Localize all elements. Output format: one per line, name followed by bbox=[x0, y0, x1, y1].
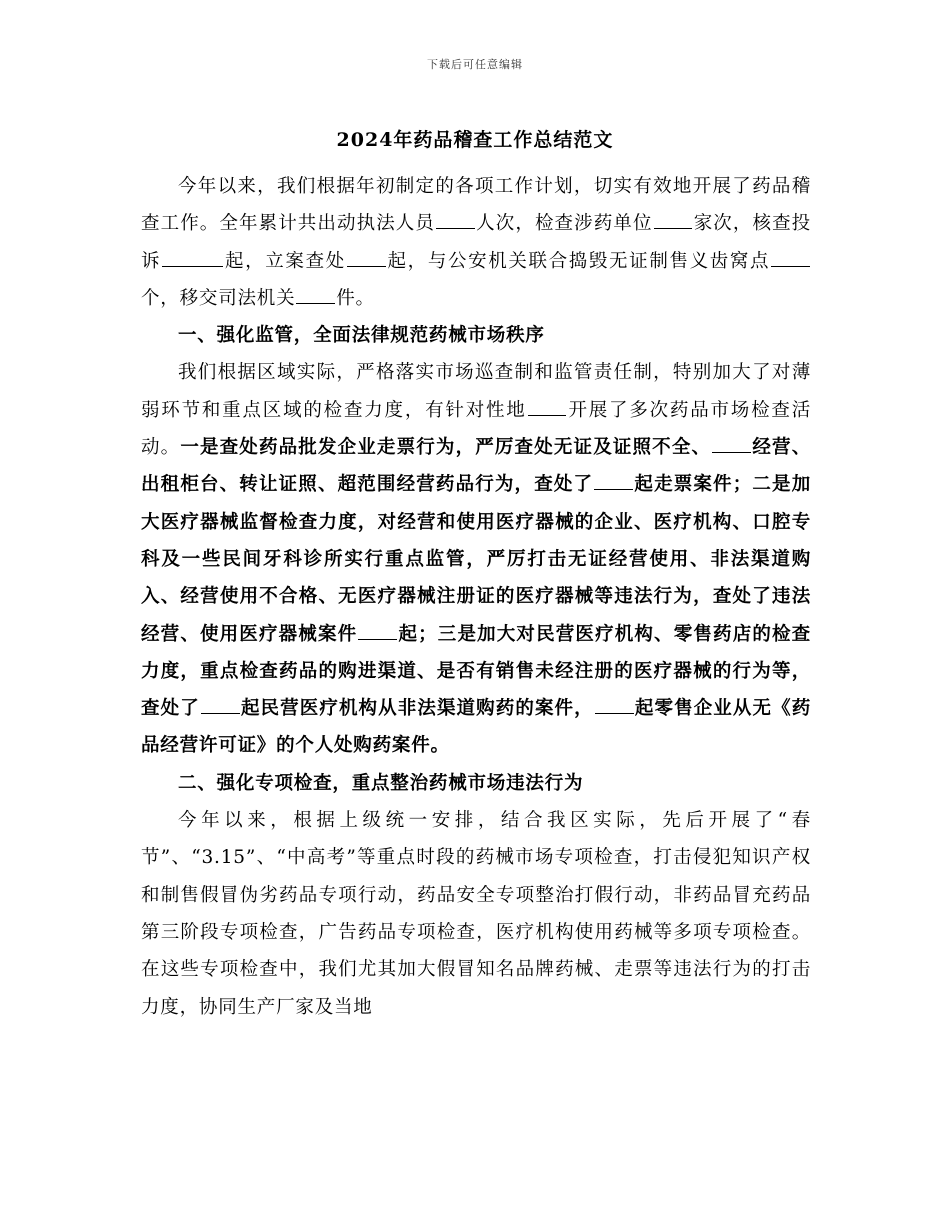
section-1-bold-1: 一是查处药品批发企业走票行为，严厉查处无证及证照不全、 bbox=[180, 437, 712, 459]
blank-field bbox=[358, 618, 397, 639]
section-1-bold-6: 起零售企业从无《药品经营许可证》的个人处购药案件。 bbox=[141, 698, 812, 757]
blank-field bbox=[436, 208, 475, 229]
blank-field bbox=[162, 245, 223, 266]
blank-field bbox=[771, 245, 810, 266]
blank-field bbox=[201, 693, 240, 714]
blank-field bbox=[347, 245, 386, 266]
intro-text-3: 家次，核查投诉 bbox=[141, 213, 811, 272]
document-body bbox=[141, 168, 811, 1026]
intro-text-5: 起，与公安机关联合捣毁无证制售义齿窝点 bbox=[386, 250, 771, 272]
intro-text-2: 人次，检查涉药单位 bbox=[475, 213, 653, 235]
section-1-bold-4: 起；三是加大对民营医疗机构、零售药店的检查力度，重点检查药品的购进渠道、是否有销售未经注册的医疗器械的行为等，查处了 bbox=[141, 623, 811, 720]
section-2-heading: 二、强化专项检查，重点整治药械市场违法行为 bbox=[178, 772, 584, 794]
blank-field bbox=[654, 208, 693, 229]
section-1-heading: 一、强化监管，全面法律规范药械市场秩序 bbox=[178, 325, 545, 347]
blank-field bbox=[595, 693, 634, 714]
section-1-text-2: 开展了多次药品市场检查活动。 bbox=[141, 399, 811, 459]
blank-field bbox=[594, 469, 633, 490]
intro-text-7: 件。 bbox=[336, 287, 375, 309]
section-1-text-1: 我们根据区域实际，严格落实市场巡查制和监管责任制，特别加大了对薄弱环节和重点区域的检查力度，有针对性地 bbox=[141, 362, 811, 421]
intro-text-4: 起，立案查处 bbox=[224, 250, 346, 272]
intro-text-1: 今年以来，我们根据年初制定的各项工作计划，切实有效地开展了药品稽查工作。全年累计共出动执法人员 bbox=[141, 176, 811, 235]
intro-paragraph bbox=[141, 168, 811, 317]
section-1-bold-3: 起走票案件；二是加大医疗器械监督检查力度，对经营和使用医疗器械的企业、医疗机构、口腔专科及一些民间牙科诊所实行重点监管，严厉打击无证经营使用、非法渠道购入、经营使用不合格、无医疗器械注册证的医疗器械等违法行为，查处了违法经营、使用医疗器械案件 bbox=[141, 474, 811, 645]
blank-field bbox=[528, 394, 567, 415]
section-2-paragraph: 今年以来，根据上级统一安排，结合我区实际，先后开展了“春节”、“3.15”、“中高考”等重点时段的药械市场专项检查，打击侵犯知识产权和制售假冒伪劣药品专项行动，药品安全专项整治打假行动，非药品冒充药品第三阶段专项检查，广告药品专项检查，医疗机构使用药械等多项专项检查。在这些专项检查中，我们尤其加大假冒知名品牌药械、走票等违法行为的打击力度，协同生产厂家及当地 bbox=[141, 810, 811, 1018]
document-title: 2024年药品稽查工作总结范文 bbox=[336, 129, 614, 151]
intro-text-6: 个，移交司法机关 bbox=[141, 287, 296, 309]
section-1-bold-5: 起民营医疗机构从非法渠道购药的案件， bbox=[240, 698, 594, 720]
blank-field bbox=[712, 432, 751, 453]
header-note: 下载后可任意编辑 bbox=[427, 58, 523, 71]
blank-field bbox=[296, 283, 335, 304]
section-1-paragraph bbox=[141, 354, 811, 764]
section-1-bold-2: 经营、出租柜台、转让证照、超范围经营药品行为，查处了 bbox=[141, 437, 811, 496]
